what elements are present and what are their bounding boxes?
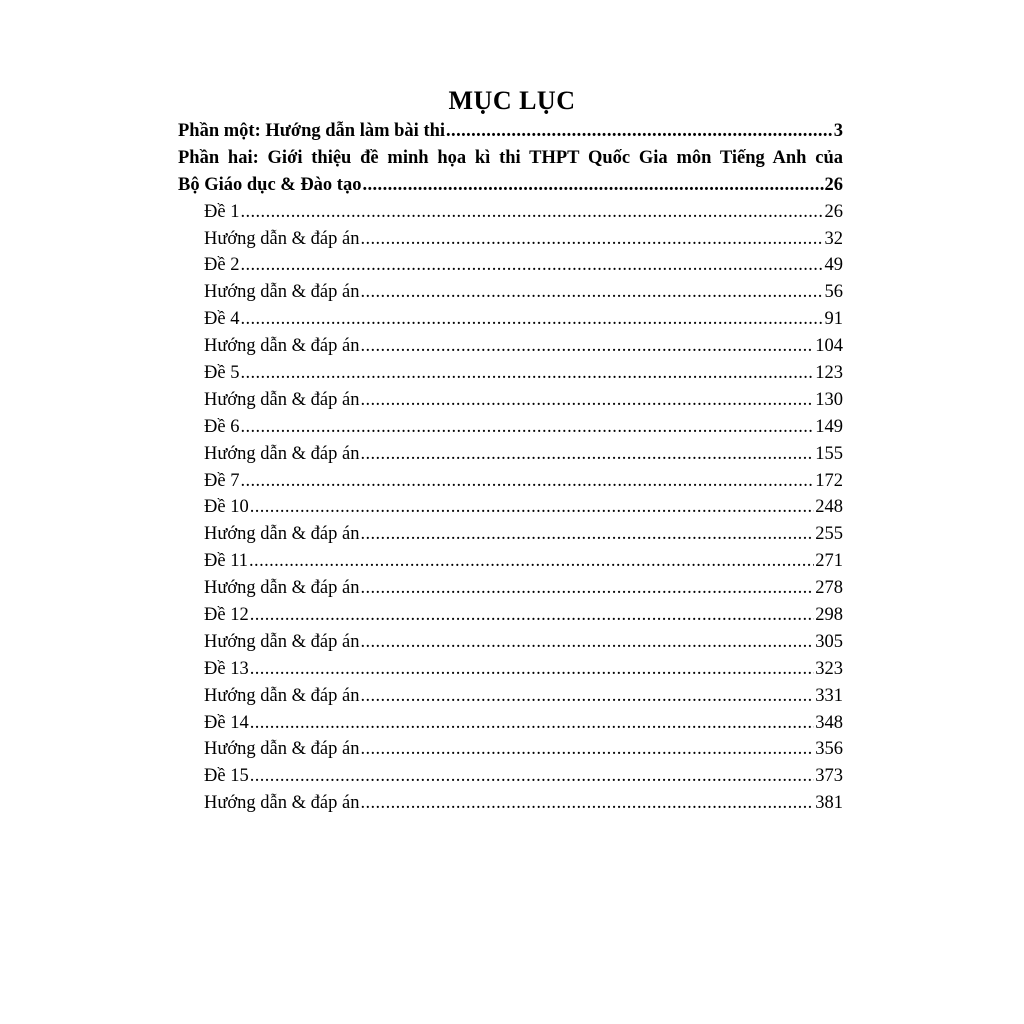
toc-entry[interactable] [178, 602, 843, 629]
toc-entry[interactable] [178, 494, 843, 521]
toc-page-number: 91 [824, 309, 843, 330]
toc-entry[interactable] [178, 736, 843, 763]
toc-page-number: 56 [824, 282, 843, 303]
toc-leader-dots [360, 333, 814, 360]
toc-entry-label: Đề 14 [204, 712, 249, 733]
toc-leader-dots [250, 602, 815, 629]
toc-entry-label: Đề 1 [204, 201, 240, 222]
page-title: MỤC LỤC [448, 86, 576, 115]
toc-entry[interactable] [178, 414, 843, 441]
toc-entry[interactable] [178, 199, 843, 226]
toc-page-number: 373 [815, 766, 843, 787]
toc-entry-label: Đề 11 [204, 551, 249, 572]
toc-leader-dots [240, 199, 823, 226]
toc-leader-dots [360, 279, 823, 306]
toc-page-number: 323 [815, 658, 843, 679]
toc-entry-label: Đề 5 [204, 363, 240, 384]
toc-entry[interactable] [178, 226, 843, 253]
toc-entry-label: Bộ Giáo dục & Đào tạo [178, 174, 362, 195]
toc-entry[interactable] [178, 252, 843, 279]
toc-entry-label: Hướng dẫn & đáp án [204, 793, 360, 814]
toc-page-number: 255 [815, 524, 843, 545]
toc-leader-dots [240, 468, 814, 495]
toc-leader-dots [360, 226, 823, 253]
toc-page-number: 348 [815, 712, 843, 733]
toc-leader-dots [360, 441, 814, 468]
toc-entry[interactable] [178, 521, 843, 548]
toc-entry[interactable] [178, 629, 843, 656]
toc-part-one[interactable] [178, 118, 843, 145]
toc-leader-dots [360, 790, 814, 817]
toc-entry[interactable] [178, 333, 843, 360]
toc-page-number: 123 [815, 363, 843, 384]
toc-part-two[interactable] [178, 172, 843, 199]
toc-entry-label: Hướng dẫn & đáp án [204, 739, 360, 760]
toc-leader-dots [250, 763, 815, 790]
toc-entry[interactable] [178, 683, 843, 710]
toc-page-number: 298 [815, 605, 843, 626]
toc-entry[interactable] [178, 790, 843, 817]
toc-entry-label: Hướng dẫn & đáp án [204, 336, 360, 357]
toc-leader-dots [240, 252, 823, 279]
table-of-contents [178, 118, 843, 817]
toc-leader-dots [360, 736, 814, 763]
toc-entry-label: Đề 2 [204, 255, 240, 276]
toc-leader-dots [446, 118, 833, 145]
toc-entry[interactable] [178, 306, 843, 333]
toc-entry-label: Hướng dẫn & đáp án [204, 578, 360, 599]
toc-page-number: 130 [815, 389, 843, 410]
toc-page-number: 26 [824, 201, 843, 222]
toc-entry[interactable] [178, 710, 843, 737]
toc-leader-dots [250, 656, 815, 683]
toc-entry-list [178, 199, 843, 817]
toc-page-number: 381 [815, 793, 843, 814]
toc-entry[interactable] [178, 360, 843, 387]
toc-page-number: 248 [815, 497, 843, 518]
toc-leader-dots [362, 172, 823, 199]
toc-entry-label: Đề 7 [204, 470, 240, 491]
toc-page-number: 149 [815, 416, 843, 437]
toc-entry-label: Hướng dẫn & đáp án [204, 685, 360, 706]
toc-entry-label: Đề 6 [204, 416, 240, 437]
toc-entry[interactable] [178, 548, 843, 575]
toc-page-number: 3 [833, 121, 843, 141]
toc-leader-dots [360, 387, 814, 414]
toc-entry[interactable] [178, 279, 843, 306]
toc-page-number: 104 [815, 336, 843, 357]
toc-page-number: 172 [815, 470, 843, 491]
toc-leader-dots [360, 575, 814, 602]
toc-page-number: 26 [824, 174, 843, 195]
toc-entry[interactable] [178, 387, 843, 414]
toc-leader-dots [249, 548, 814, 575]
toc-leader-dots [360, 629, 814, 656]
toc-page-number: 155 [815, 443, 843, 464]
toc-entry[interactable] [178, 656, 843, 683]
toc-entry-label: Hướng dẫn & đáp án [204, 524, 360, 545]
toc-page-number: 356 [815, 739, 843, 760]
toc-entry-label: Hướng dẫn & đáp án [204, 282, 360, 303]
toc-entry-label: Hướng dẫn & đáp án [204, 443, 360, 464]
toc-page-number: 305 [815, 631, 843, 652]
toc-entry[interactable] [178, 575, 843, 602]
toc-leader-dots [250, 494, 815, 521]
toc-leader-dots [360, 521, 814, 548]
toc-entry-label: Đề 12 [204, 605, 249, 626]
toc-entry[interactable] [178, 441, 843, 468]
toc-entry-label: Hướng dẫn & đáp án [204, 228, 360, 249]
toc-entry[interactable] [178, 468, 843, 495]
toc-page-number: 49 [824, 255, 843, 276]
toc-entry[interactable] [178, 763, 843, 790]
toc-leader-dots [240, 414, 814, 441]
toc-entry-label: Đề 15 [204, 766, 249, 787]
toc-entry-label: Phần một: Hướng dẫn làm bài thi [178, 121, 446, 141]
toc-entry-label: Đề 13 [204, 658, 249, 679]
toc-leader-dots [360, 683, 814, 710]
toc-page-number: 271 [815, 551, 843, 572]
toc-page-number: 278 [815, 578, 843, 599]
toc-entry-label: Hướng dẫn & đáp án [204, 389, 360, 410]
toc-page-number: 331 [815, 685, 843, 706]
toc-leader-dots [240, 360, 814, 387]
toc-entry-label: Đề 10 [204, 497, 249, 518]
toc-entry-label: Hướng dẫn & đáp án [204, 631, 360, 652]
toc-leader-dots [240, 306, 823, 333]
toc-entry-label: Đề 4 [204, 309, 240, 330]
toc-page-number: 32 [824, 228, 843, 249]
toc-part-two-line1[interactable]: Phần hai: Giới thiệu đề minh họa kì thi THPT Quốc Gia môn Tiếng Anh của [178, 147, 843, 168]
toc-leader-dots [250, 710, 815, 737]
